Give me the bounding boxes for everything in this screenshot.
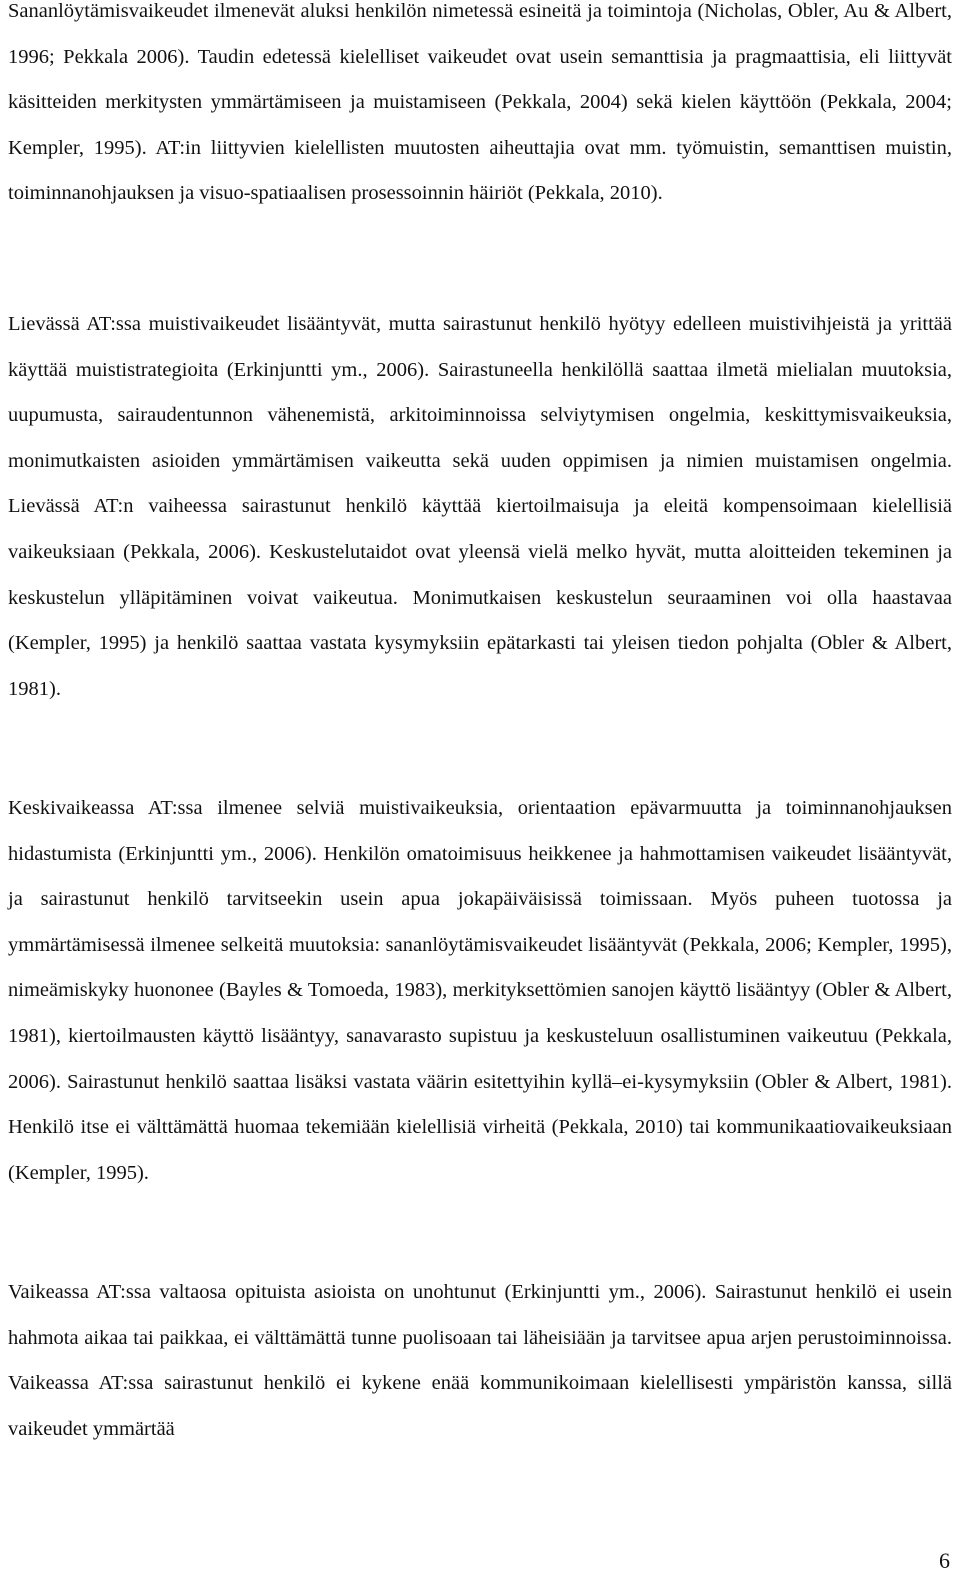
paragraph-word-finding: Sananlöytämisvaikeudet ilmenevät aluksi henkilön nimetessä esineitä ja toimintoja (Nicholas, Obler, Au & Albert, 1996; Pekkala 2006). Taudin edetessä kielelliset vaikeudet ovat usein semanttisia ja pragmaattisia, eli liittyvät käsitteiden merkitysten ymmärtämiseen ja muistamiseen (Pekkala, 2004) sekä kielen käyttöön (Pekkala, 2004; Kempler, 1995). AT:in liittyvien kielellisten muutosten aiheuttajia ovat mm. työmuistin, semanttisen muistin, toiminnanohjauksen ja visuo-spatiaalisen prosessoinnin häiriöt (Pekkala, 2010).	[8, 0, 952, 205]
page-number: 6	[939, 1548, 950, 1573]
paragraph-mild-stage: Lievässä AT:ssa muistivaikeudet lisääntyvät, mutta sairastunut henkilö hyötyy edelleen muistivihjeistä ja yrittää käyttää muististrategioita (Erkinjuntti ym., 2006). Sairastuneella henkilöllä saattaa ilmetä mielialan muutoksia, uupumusta, sairaudentunnon vähenemistä, arkitoiminnoissa selviytymisen ongelmia, keskittymisvaikeuksia, monimutkaisten asioiden ymmärtämisen vaikeutta sekä uuden oppimisen ja nimien muistamisen ongelmia. Lievässä AT:n vaiheessa sairastunut henkilö käyttää kiertoilmaisuja ja eleitä kompensoimaan kielellisiä vaikeuksiaan (Pekkala, 2006). Keskustelutaidot ovat yleensä vielä melko hyvät, mutta aloitteiden tekeminen ja keskustelun ylläpitäminen voivat vaikeutua. Monimutkaisen keskustelun seuraaminen voi olla haastavaa (Kempler, 1995) ja henkilö saattaa vastata kysymyksiin epätarkasti tai yleisen tiedon pohjalta (Obler & Albert, 1981).	[8, 313, 952, 700]
paragraph-moderate-stage: Keskivaikeassa AT:ssa ilmenee selviä muistivaikeuksia, orientaation epävarmuutta ja toiminnanohjauksen hidastumista (Erkinjuntti ym., 2006). Henkilön omatoimisuus heikkenee ja hahmottamisen vaikeudet lisääntyvät, ja sairastunut henkilö tarvitseekin usein apua jokapäiväisissä toimissaan. Myös puheen tuotossa ja ymmärtämisessä ilmenee selkeitä muutoksia: sananlöytämisvaikeudet lisääntyvät (Pekkala, 2006; Kempler, 1995), nimeämiskyky huononee (Bayles & Tomoeda, 1983), merkityksettömien sanojen käyttö lisääntyy (Obler & Albert, 1981), kiertoilmausten käyttö lisääntyy, sanavarasto supistuu ja keskusteluun osallistuminen vaikeutuu (Pekkala, 2006). Sairastunut henkilö saattaa lisäksi vastata väärin esitettyihin kyllä–ei-kysymyksiin (Obler & Albert, 1981). Henkilö itse ei välttämättä huomaa tekemiään kielellisiä virheitä (Pekkala, 2010) tai kommunikaatiovaikeuksiaan (Kempler, 1995).	[8, 797, 952, 1184]
paragraph-severe-stage: Vaikeassa AT:ssa valtaosa opituista asioista on unohtunut (Erkinjuntti ym., 2006). Sairastunut henkilö ei usein hahmota aikaa tai paikkaa, ei välttämättä tunne puolisoaan tai läheisiään ja tarvitsee apua arjen perustoiminnoissa. Vaikeassa AT:ssa sairastunut henkilö ei kykene enää kommunikoimaan kielellisesti ympäristön kanssa, sillä vaikeudet ymmärtää	[8, 1281, 952, 1440]
